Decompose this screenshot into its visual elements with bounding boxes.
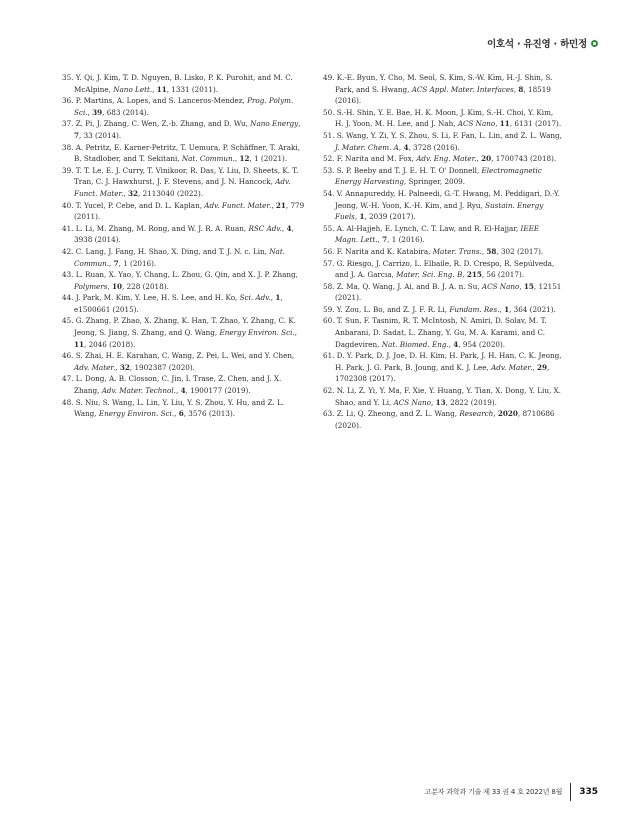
reference-text: , 302 (2017). <box>496 246 544 256</box>
reference-volume: 58 <box>486 246 497 256</box>
reference-item <box>62 118 307 141</box>
page-number: 335 <box>579 787 598 797</box>
reference-text: , <box>115 362 120 372</box>
reference-journal: ACS Nano <box>481 281 520 291</box>
reference-journal: Nano Lett. <box>113 84 153 94</box>
reference-volume: 21 <box>275 200 286 210</box>
reference-journal: Polymers <box>74 281 108 291</box>
reference-text: , <box>462 270 467 280</box>
reference-volume: 11 <box>156 84 167 94</box>
reference-item <box>62 292 307 315</box>
reference-text: , <box>234 154 240 164</box>
reference-volume: 4 <box>453 339 459 349</box>
reference-text: , <box>107 281 113 291</box>
reference-text: , 3938 (2014). <box>74 223 294 245</box>
reference-text: , <box>398 142 404 152</box>
reference-text: 49. K.-E. Byun, Y. Cho, M. Seol, S. Kim, S.-W. Kim, H.-J. Shin, S. Park, and S. Hwang, <box>323 73 553 94</box>
reference-journal: ACS Nano <box>393 397 431 407</box>
reference-journal: Electromagnetic Energy Harvesting <box>335 165 542 187</box>
reference-text: , e1500661 (2015). <box>74 293 283 314</box>
reference-journal: Nano Energy <box>250 119 299 129</box>
reference-item <box>62 142 307 165</box>
reference-text: 39. T. T. Le, E. J. Curry, T. Vinikoor, R. Das, Y. Liu, D. Sheets, K. T. Tran, C. J. Hawxhurst, J. F. Stevens, and J. N. Hancock, <box>62 165 299 187</box>
reference-text: , <box>175 386 181 396</box>
reference-journal: Energy Environ. Sci. <box>219 328 295 338</box>
reference-text: , <box>476 154 482 164</box>
reference-journal: J. Mater. Chem. A <box>335 142 399 152</box>
reference-volume: 13 <box>435 397 446 407</box>
reference-volume: 2020 <box>497 409 518 419</box>
reference-text: 63. Z. Li, Q. Zheong, and Z. L. Wang, <box>323 409 460 419</box>
reference-text: , <box>495 119 500 129</box>
reference-text: 46. S. Zhai, H. E. Karahan, C. Wang, Z. Pei, L. Wei, and Y. Chen, <box>62 351 295 361</box>
reference-text: , 228 (2018). <box>122 281 169 291</box>
reference-text: 48. S. Niu, S. Wang, L. Lin, Y. Liu, Y. S. Zhou, Y. Hu, and Z. L. Wang, <box>62 397 285 419</box>
reference-text: 40. T. Yucel, P. Cebe, and D. L. Kaplan, <box>62 200 205 210</box>
reference-item <box>62 95 307 118</box>
reference-journal: Fundam. Res. <box>449 304 500 314</box>
reference-item <box>62 246 307 269</box>
reference-text: , <box>109 258 114 268</box>
footer-journal-info: 고분자 과학과 기술 제 33 권 4 호 2022년 8월 <box>424 788 563 796</box>
reference-text: , <box>448 339 454 349</box>
reference-item <box>62 200 307 223</box>
reference-volume: 7 <box>382 235 388 245</box>
reference-text: 37. Z. Pi, J. Zhang, C. Wen, Z.-b. Zhang, and D. Wu, <box>62 119 251 129</box>
reference-volume: 1 <box>359 212 365 222</box>
reference-journal: Adv. Mater. <box>74 362 116 372</box>
reference-text: 58. Z. Ma, Q. Wang, J. Ai, and B. J. A. n. Su, <box>323 281 482 291</box>
reference-journal: Adv. Mater. <box>491 362 533 372</box>
reference-text: , <box>87 107 93 117</box>
reference-volume: 29 <box>536 362 547 372</box>
reference-text: 42. C. Lang, J. Fang, H. Shao, X. Ding, and T. J. N. c. Lin, <box>62 246 270 256</box>
reference-item <box>323 107 563 130</box>
reference-volume: 4 <box>286 223 292 233</box>
reference-text: , <box>174 409 179 419</box>
reference-text: 61. D. Y. Park, D. J. Joe, D. H. Kim, H. Park, J. H. Han, C. K. Jeong, H. Park, J. G. Park, B. Joung, and K. J. Lee, <box>323 351 562 372</box>
reference-item <box>62 350 307 373</box>
reference-journal: Prog. Polym. Sci. <box>74 96 294 117</box>
reference-volume: 6 <box>178 409 184 419</box>
reference-item <box>62 373 307 396</box>
reference-text: 41. L. Li, M. Zhang, M. Rong, and W. J. R. A. Ruan, <box>62 223 249 233</box>
reference-item <box>62 397 307 420</box>
reference-text: , 2822 (2019). <box>445 397 497 407</box>
reference-text: 55. A. Al-Hajjeh, E. Lynch, C. T. Law, and R. El-Hajjar, <box>323 223 521 233</box>
reference-journal: ACS Appl. Mater. Interfaces <box>411 84 514 94</box>
reference-text: 51. S. Wang, Y. Zi, Y. S. Zhou, S. Li, F. Fan, L. Lin, and Z. L. Wang, <box>323 130 562 140</box>
reference-item <box>323 223 563 246</box>
reference-text: 62. N. Li, Z. Yi, Y. Ma, F. Xie, Y. Huang, Y. Tian, X. Dong, Y. Liu, X. Shao, and Y. Li, <box>323 386 561 407</box>
reference-text: , 33 (2014). <box>79 130 122 140</box>
reference-text: , <box>354 212 360 222</box>
reference-text: 53. S. P. Beeby and T. J. E. H. T. O' Donnell, <box>323 165 482 175</box>
reference-volume: 7 <box>74 130 80 140</box>
reference-text: , 56 (2017). <box>481 270 525 280</box>
reference-text: , 18519 (2016). <box>335 84 551 106</box>
reference-journal: Adv. Funct. Mater. <box>74 177 291 198</box>
reference-volume: 1 <box>504 304 510 314</box>
reference-text: , <box>123 188 129 198</box>
reference-text: , 779 (2011). <box>74 200 305 222</box>
reference-text: , <box>270 293 276 303</box>
header-authors <box>487 36 598 50</box>
reference-text: , <box>513 84 519 94</box>
reference-text: 52. F. Narita and M. Fox, <box>323 154 417 164</box>
reference-text: , <box>294 328 298 338</box>
reference-text: , 8710686 (2020). <box>335 409 555 430</box>
reference-text: , 12151 (2021). <box>335 281 562 303</box>
author-names: 이호석 · 유진영 · 하민정 <box>486 39 587 50</box>
reference-text: , 3728 (2016). <box>408 142 460 152</box>
reference-item <box>323 304 563 316</box>
reference-journal: Adv. Mater. Technol. <box>101 386 176 396</box>
reference-journal: Mater. Sci. Eng. B <box>396 270 463 280</box>
reference-text: 38. A. Petritz, E. Karner-Petritz, T. Uemura, P. Schäffner, T. Araki, B. Stadlober, and T. Sekitani, <box>62 142 300 164</box>
reference-text: , <box>298 119 301 129</box>
reference-text: 60. T. Sun, F. Tasnim, R. T. McIntosh, N. Amiri, D. Solav, M. T. Anbarani, D. Sadat, L. Zhang, Y. Gu, M. A. Karami, and C. Dagdeviren, <box>323 316 547 349</box>
reference-volume: 32 <box>119 362 130 372</box>
reference-journal: Sustain. Energy Fuels <box>335 200 544 222</box>
reference-text: 47. L. Dong, A. B. Closson, C. Jin, I. Trase, Z. Chen, and J. X. Zhang, <box>62 374 282 396</box>
reference-journal: Adv. Funct. Mater. <box>204 200 272 210</box>
reference-text: , <box>481 246 487 256</box>
reference-volume: 32 <box>128 188 139 198</box>
reference-item <box>62 315 307 350</box>
reference-text: , 1 (2016). <box>387 235 425 245</box>
reference-item <box>323 385 563 408</box>
reference-volume: 8 <box>518 84 524 94</box>
reference-volume: 20 <box>481 154 492 164</box>
reference-text: 36. P. Martins, A. Lopes, and S. Lanceros-Mendez, <box>62 96 248 106</box>
reference-volume: 1 <box>275 293 281 303</box>
reference-text: 57. G. Riesgo, J. Carrizo, L. Elbaile, R. D. Crespo, R. Sepúlveda, and J. A. Garcıa, <box>323 258 555 280</box>
reference-text: , <box>377 235 383 245</box>
references-column-left <box>62 72 307 420</box>
reference-journal: Nat. Biomed. Eng. <box>381 339 449 349</box>
reference-text: , 1331 (2011). <box>166 84 219 94</box>
reference-text: 43. L. Ruan, X. Yao, Y. Chang, L. Zhou, G. Qin, and X. J. P. Zhang, <box>62 270 298 280</box>
reference-text: 44. J. Park, M. Kim, Y. Lee, H. S. Lee, and H. Ko, <box>62 293 240 303</box>
reference-volume: 7 <box>113 258 119 268</box>
reference-volume: 10 <box>112 281 123 291</box>
reference-text: , <box>532 362 537 372</box>
reference-item <box>62 165 307 200</box>
reference-item <box>323 246 563 258</box>
reference-text: 56. F. Narita and K. Katabira, <box>323 246 433 256</box>
reference-volume: 4 <box>403 142 409 152</box>
reference-text: , 1700743 (2018). <box>491 154 557 164</box>
reference-text: , 1900177 (2019). <box>185 386 251 396</box>
reference-text: , 2039 (2017). <box>364 212 416 222</box>
reference-text: , <box>271 200 276 210</box>
reference-text: , 954 (2020). <box>458 339 506 349</box>
reference-volume: 4 <box>180 386 186 396</box>
reference-text: 35. Y. Qi, J. Kim, T. D. Nguyen, B. Lisko, P. K. Purohit, and M. C. McAlpine, <box>62 73 293 94</box>
reference-text: 45. G. Zhang, P. Zhao, X. Zhang, K. Han, T. Zhao, Y. Zhang, C. K. Jeong, S. Jiang, S. Zhang, and Q. Wang, <box>62 316 296 338</box>
references-column-right <box>323 72 563 431</box>
reference-journal: RSC Adv. <box>248 223 282 233</box>
reference-text: 54. V. Annapureddy, H. Palneedi, G.-T. Hwang, M. Peddigari, D.-Y. Jeong, W.-H. Yoon, K.-H. Kim, and J. Ryu, <box>323 188 560 210</box>
reference-item <box>323 188 563 223</box>
footer-divider <box>570 783 571 801</box>
reference-journal: Energy Environ. Sci. <box>98 409 175 419</box>
reference-text: , Springer, 2009. <box>403 177 466 187</box>
reference-item <box>323 281 563 304</box>
reference-item <box>323 130 563 153</box>
reference-item <box>323 408 563 431</box>
reference-journal: ACS Nano <box>457 119 496 129</box>
reference-journal: IEEE Magn. Lett. <box>335 223 540 245</box>
reference-volume: 215 <box>466 270 482 280</box>
reference-item <box>323 258 563 281</box>
reference-text: , <box>431 397 436 407</box>
reference-text: 59. Y. Zou, L. Bo, and Z. J. F. R. Li, <box>323 304 450 314</box>
reference-text: , 3576 (2013). <box>183 409 236 419</box>
reference-text: 50. S.-H. Shin, Y. E. Bae, H. K. Moon, J. Kim, S.-H. Choi, Y. Kim, H. J. Yoon, M. H. Lee, and J. Nah, <box>323 107 554 129</box>
reference-journal: Research <box>459 409 494 419</box>
reference-item <box>62 72 307 95</box>
reference-item <box>62 223 307 246</box>
reference-text: , 2046 (2018). <box>84 339 136 349</box>
reference-journal: Adv. Eng. Mater. <box>416 154 477 164</box>
reference-volume: 12 <box>239 154 250 164</box>
reference-volume: 11 <box>499 119 510 129</box>
reference-item <box>323 315 563 350</box>
page-footer <box>425 783 598 801</box>
reference-text: , 1902387 (2020). <box>129 362 195 372</box>
reference-text: , <box>152 84 157 94</box>
reference-text: , 1 (2016). <box>118 258 157 268</box>
reference-item <box>323 72 563 107</box>
reference-volume: 11 <box>74 339 85 349</box>
reference-item <box>323 165 563 188</box>
reference-text: , 1702308 (2017). <box>335 362 550 384</box>
reference-text: , 2113040 (2022). <box>138 188 204 198</box>
reference-text: , <box>499 304 505 314</box>
reference-item <box>323 153 563 165</box>
reference-journal: Mater. Trans. <box>432 246 482 256</box>
reference-text: , 6131 (2017). <box>509 119 562 129</box>
reference-item <box>323 350 563 385</box>
reference-text: , 683 (2014). <box>102 107 149 117</box>
reference-volume: 15 <box>523 281 534 291</box>
reference-journal: Sci. Adv. <box>239 293 271 303</box>
reference-item <box>62 269 307 292</box>
reference-text: , 1 (2021). <box>249 154 288 164</box>
reference-text: , 364 (2021). <box>509 304 556 314</box>
reference-volume: 39 <box>92 107 103 117</box>
reference-journal: Nat. Commun. <box>181 154 235 164</box>
reference-text: , <box>519 281 524 291</box>
green-ring-icon <box>591 40 598 47</box>
reference-journal: Nat. Commun. <box>74 246 285 268</box>
reference-text: , <box>493 409 498 419</box>
reference-text: , <box>281 223 287 233</box>
